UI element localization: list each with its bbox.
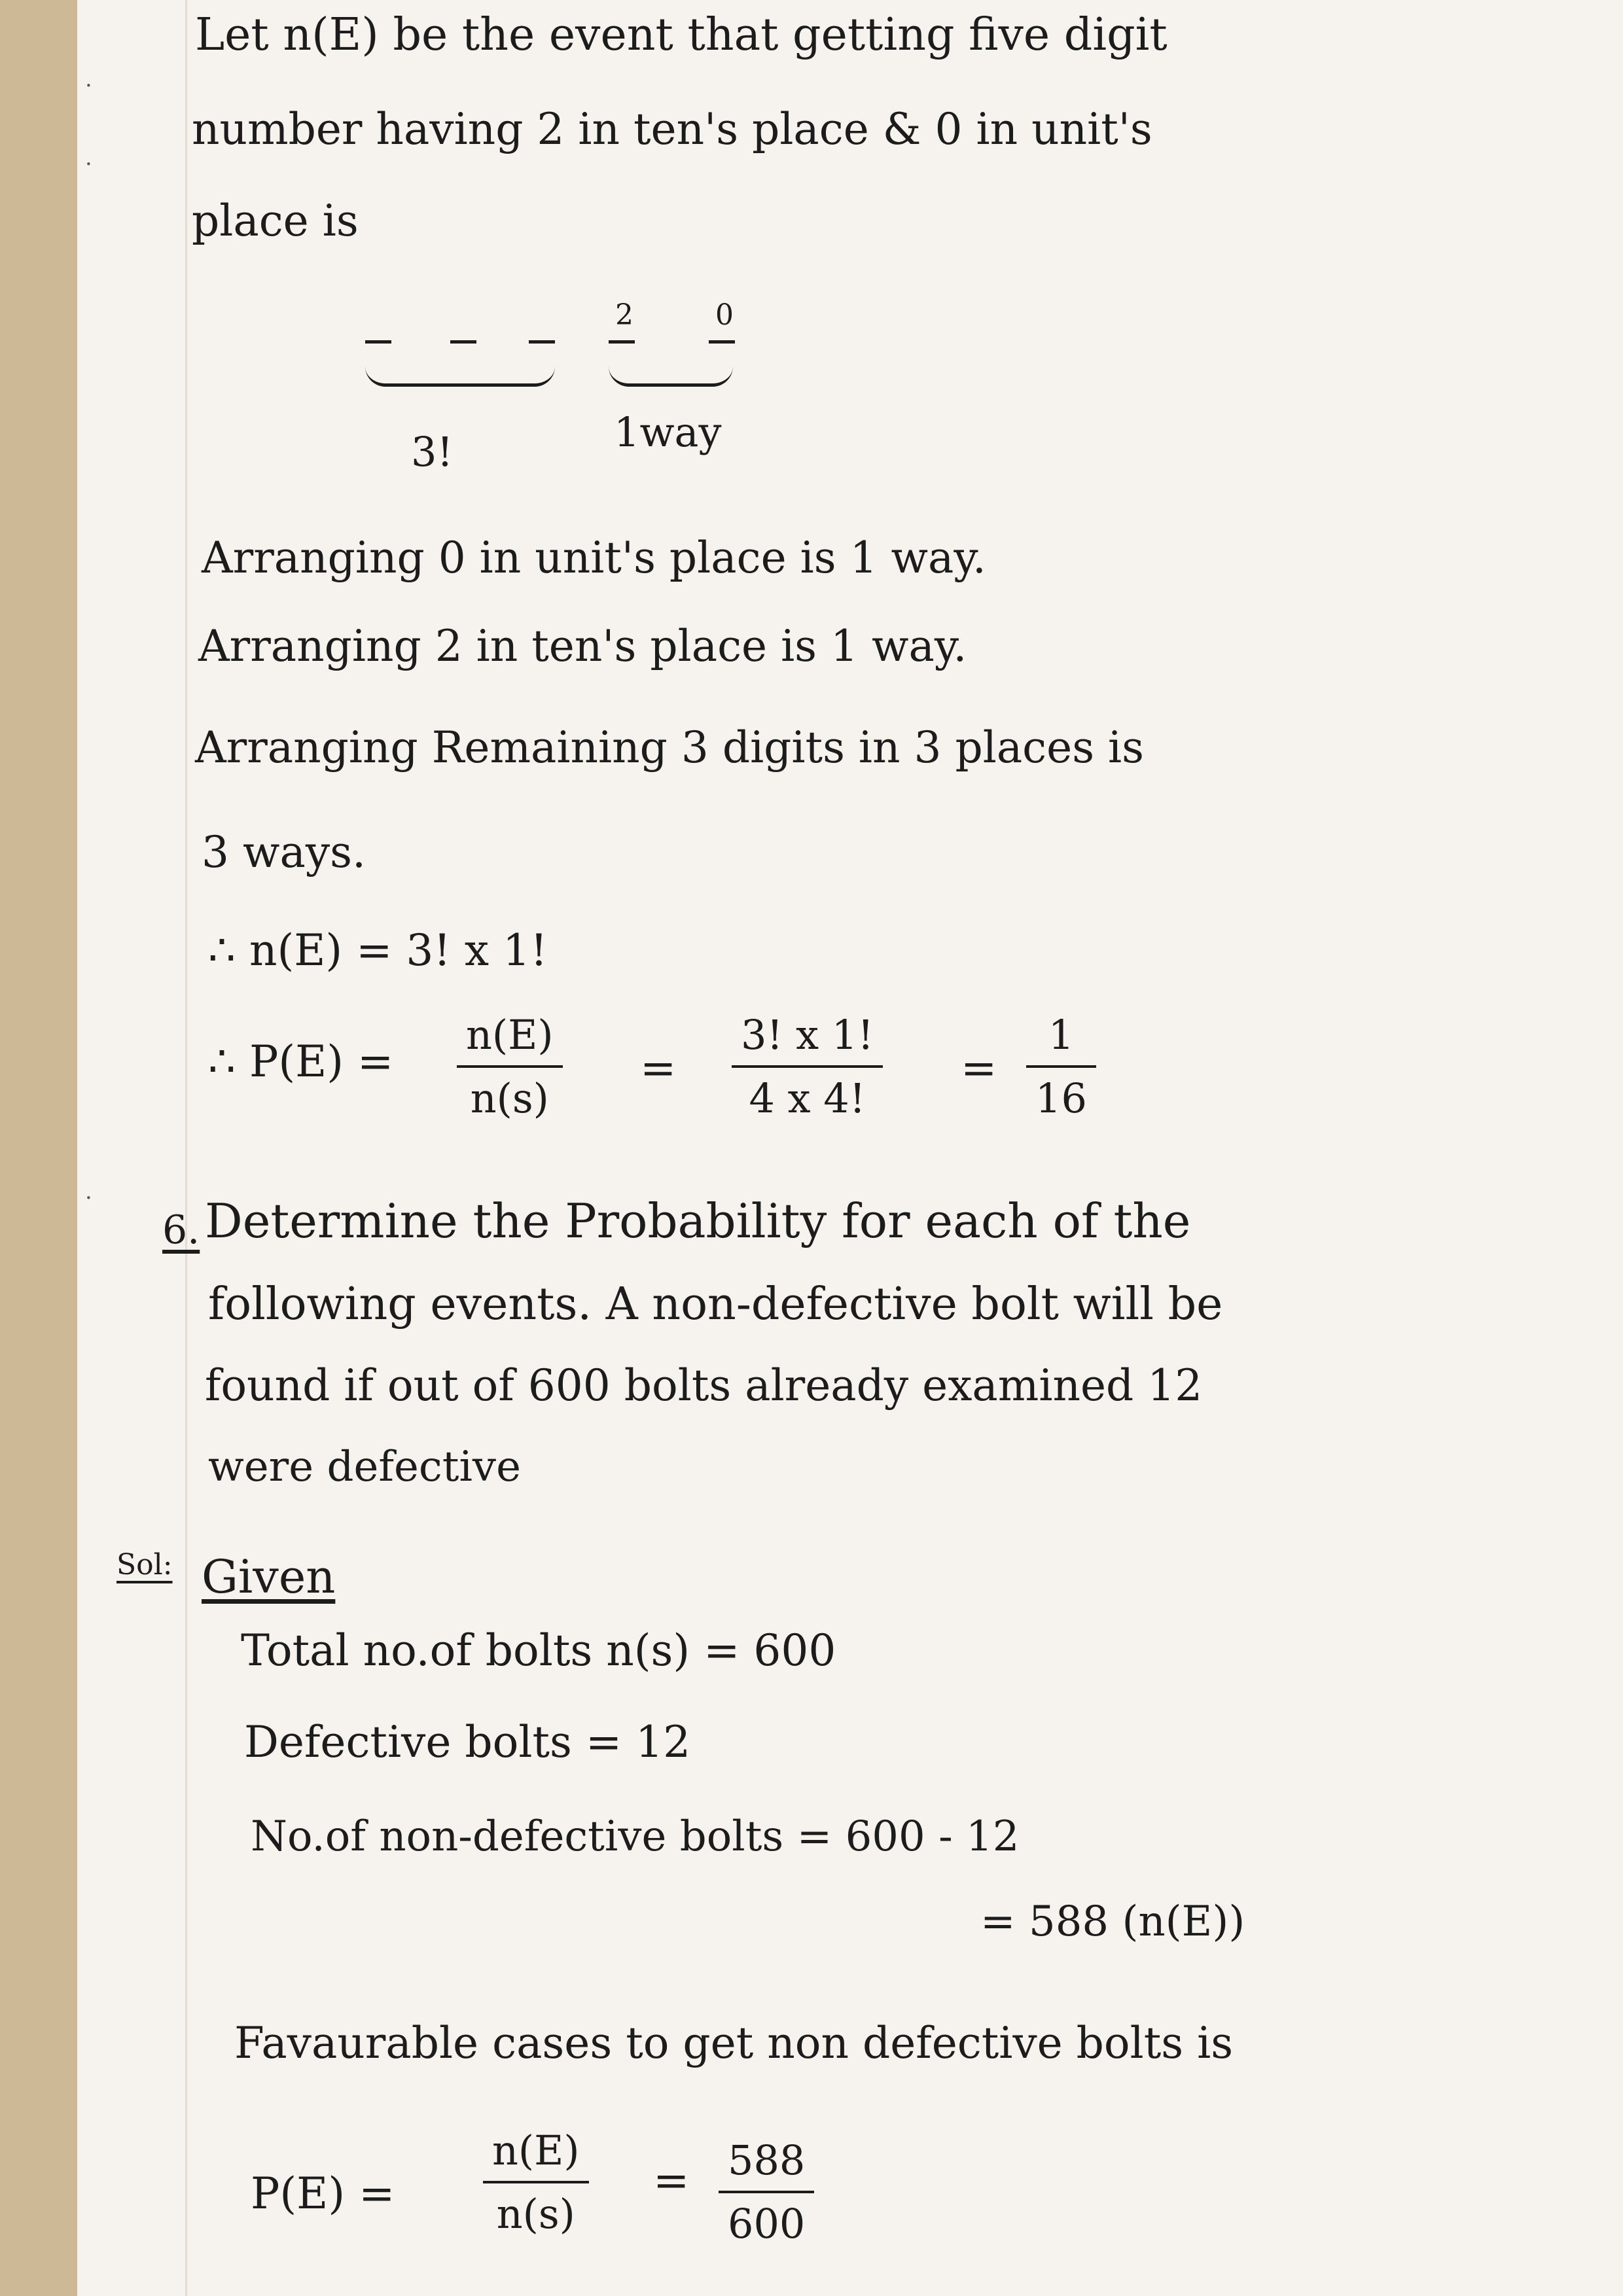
ways-one: 1way <box>614 408 722 456</box>
fraction-denominator: 4 x 4! <box>732 1065 883 1122</box>
digit-slot <box>450 340 476 344</box>
digit-slot <box>529 340 555 344</box>
ways-three: 3! <box>411 428 454 476</box>
fraction-denominator: n(s) <box>483 2181 589 2238</box>
text-line: Arranging 0 in unit's place is 1 way. <box>202 533 986 583</box>
solution-label: Sol: <box>116 1548 173 1581</box>
brace-two-slots <box>609 366 733 387</box>
fraction <box>1026 1011 1096 1122</box>
equals-sign: = <box>961 1043 997 1093</box>
margin-line <box>185 0 187 2296</box>
given-line: Total no.of bolts n(s) = 600 <box>241 1625 836 1676</box>
digit-slot <box>365 340 391 344</box>
fraction <box>719 2136 814 2248</box>
fraction-denominator: 16 <box>1026 1065 1096 1122</box>
notebook-page <box>77 0 1623 2296</box>
fraction <box>457 1011 563 1122</box>
punch-hole-mark: · <box>85 1185 92 1211</box>
given-line: No.of non-defective bolts = 600 - 12 <box>251 1812 1020 1861</box>
text-line: Arranging 2 in ten's place is 1 way. <box>198 621 967 671</box>
fraction-numerator: 588 <box>728 2136 806 2184</box>
text-line: 3 ways. <box>202 827 366 877</box>
equation-prefix: P(E) = <box>251 2168 395 2219</box>
fraction-numerator: n(E) <box>466 1011 554 1059</box>
fraction-numerator: 3! x 1! <box>741 1011 874 1059</box>
text-line: place is <box>192 196 359 246</box>
digit-two: 2 <box>615 298 633 332</box>
fraction-numerator: n(E) <box>492 2127 580 2174</box>
equation-ne: ∴ n(E) = 3! x 1! <box>208 925 548 976</box>
text-line: Arranging Remaining 3 digits in 3 places is <box>195 722 1145 773</box>
fraction-numerator: 1 <box>1048 1011 1075 1059</box>
punch-hole-mark: · <box>85 73 92 99</box>
brace-three-slots <box>365 366 555 387</box>
equals-sign: = <box>640 1043 677 1093</box>
question-line: found if out of 600 bolts already examined 12 <box>205 1360 1203 1411</box>
given-line: Defective bolts = 12 <box>244 1717 691 1767</box>
fraction <box>732 1011 883 1122</box>
text-line: number having 2 in ten's place & 0 in unit's <box>192 104 1152 154</box>
equation-prefix: ∴ P(E) = <box>208 1036 394 1087</box>
question-line: Determine the Probability for each of the <box>205 1193 1191 1248</box>
question-number: 6. <box>162 1207 200 1253</box>
fraction <box>483 2127 589 2238</box>
given-heading: Given <box>202 1550 336 1604</box>
fraction-denominator: n(s) <box>457 1065 563 1122</box>
text-line: Favaurable cases to get non defective bolts is <box>234 2018 1234 2068</box>
given-line: = 588 (n(E)) <box>980 1898 1245 1946</box>
text-line: Let n(E) be the event that getting five digit <box>195 9 1168 61</box>
equals-sign: = <box>653 2155 690 2206</box>
digit-slot <box>609 340 635 344</box>
punch-hole-mark: · <box>85 151 92 177</box>
digit-slot <box>709 340 735 344</box>
question-line: were defective <box>208 1443 521 1491</box>
question-line: following events. A non-defective bolt will be <box>208 1279 1223 1330</box>
digit-zero: 0 <box>715 298 734 332</box>
fraction-denominator: 600 <box>719 2191 814 2248</box>
